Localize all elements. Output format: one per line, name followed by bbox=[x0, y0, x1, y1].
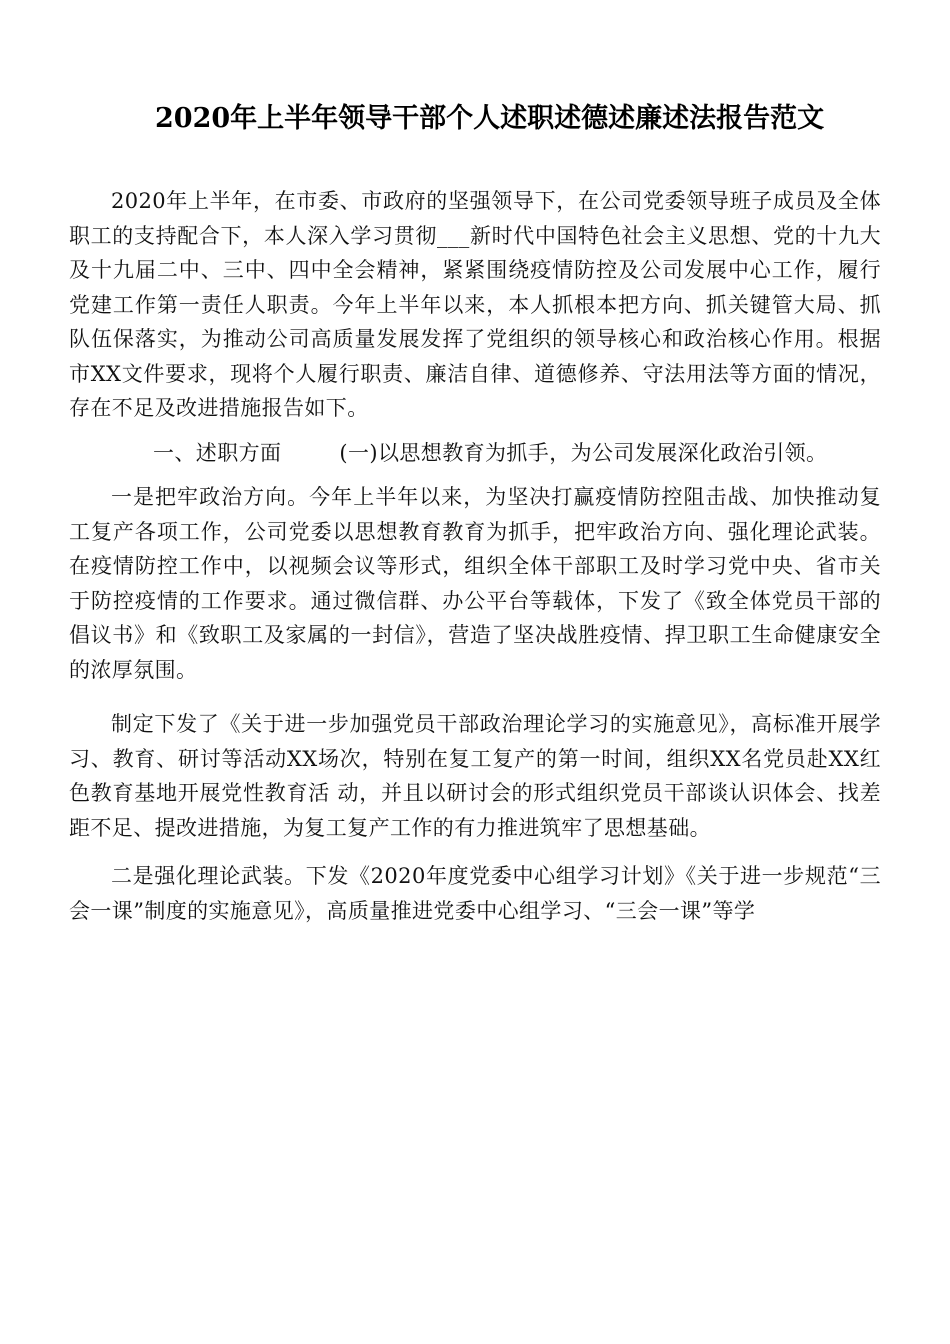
document-title: 2020年上半年领导干部个人述职述德述廉述法报告范文 bbox=[155, 103, 825, 134]
section-heading bbox=[69, 436, 881, 471]
paragraph-intro: 2020年上半年，在市委、市政府的坚强领导下，在公司党委领导班子成员及全体职工的支持配合下，本人深入学习贯彻___新时代中国特色社会主义思想、党的十九大及十九届二中、三中、四中全会精神，紧紧围绕疫情防控及公司发展中心工作，履行党建工作第一责任人职责。今年上半年以来，本人抓根本把方向、抓关键管大局、抓队伍保落实，为推动公司高质量发展发挥了党组织的领导核心和政治核心作用。根据市XX文件要求，现将个人履行职责、廉洁自律、道德修养、守法用法等方面的情况，存在不足及改进措施报告如下。 bbox=[69, 189, 881, 420]
paragraph-political-direction: 一是把牢政治方向。今年上半年以来，为坚决打赢疫情防控阻击战、加快推动复工复产各项工作，公司党委以思想教育教育为抓手，把牢政治方向、强化理论武装。在疫情防控工作中，以视频会议等形式，组织全体干部职工及时学习党中央、省市关于防控疫情的工作要求。通过微信群、办公平台等载体，下发了《致全体党员干部的倡议书》和《致职工及家属的一封信》，营造了坚决战胜疫情、捍卫职工生命健康安全的浓厚氛围。 bbox=[69, 485, 881, 682]
section-subheading: (一)以思想教育为抓手，为公司发展深化政治引领。 bbox=[339, 440, 828, 465]
paragraph-implementation: 制定下发了《关于进一步加强党员干部政治理论学习的实施意见》，高标准开展学习、教育、研讨等活动XX场次，特别在复工复产的第一时间，组织XX名党员赴XX红色教育基地开展党性教育活 动，并且以研讨会的形式组织党员干部谈认识体会、找差距不足、提改进措施，为复工复产工作的有力推进筑牢了思想基础。 bbox=[69, 712, 881, 840]
section-label: 一、述职方面 bbox=[153, 440, 282, 465]
paragraph-theory: 二是强化理论武装。下发《2020年度党委中心组学习计划》《关于进一步规范“三会一课”制度的实施意见》，高质量推进党委中心组学习、“三会一课”等学 bbox=[69, 864, 881, 923]
document-body bbox=[69, 184, 881, 928]
